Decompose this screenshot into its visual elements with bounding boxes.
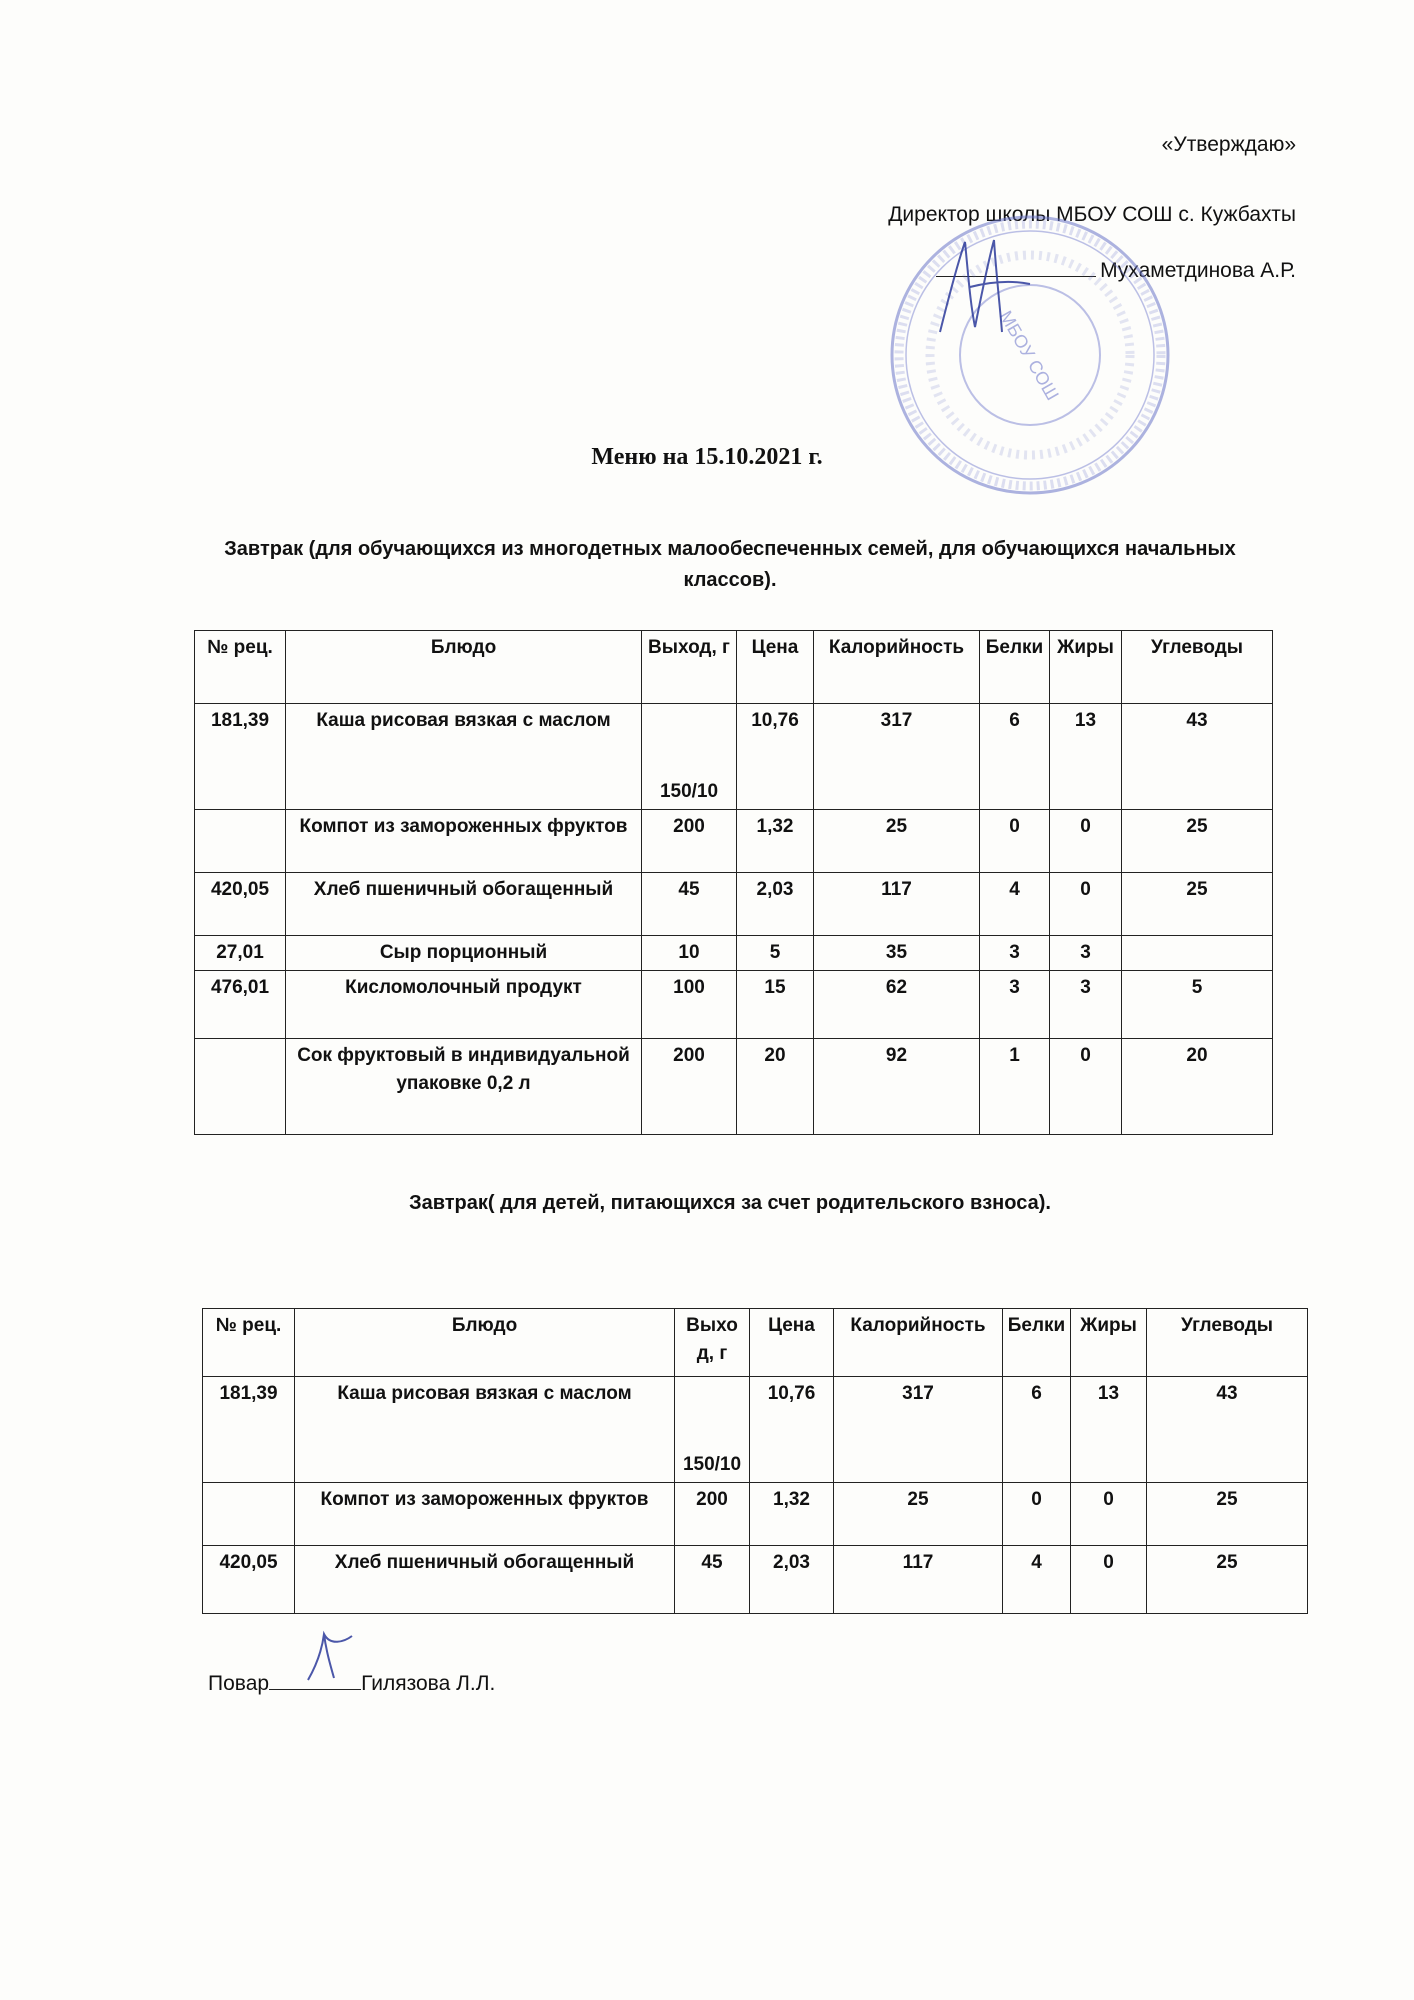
col-dish: Блюдо xyxy=(286,631,642,704)
cell-fat: 0 xyxy=(1050,810,1122,873)
cell-yield: 150/10 xyxy=(642,704,737,810)
cell-yield: 200 xyxy=(642,1039,737,1135)
cell-carbs: 25 xyxy=(1122,873,1273,936)
table-row xyxy=(203,1483,1308,1546)
table-row xyxy=(203,1546,1308,1614)
col-carbs: Углеводы xyxy=(1147,1309,1308,1377)
cell-carbs: 25 xyxy=(1147,1483,1308,1546)
table-header-row xyxy=(203,1309,1308,1377)
cell-dish: Компот из замороженных фруктов xyxy=(286,810,642,873)
cell-protein: 0 xyxy=(980,810,1050,873)
menu-table-2 xyxy=(202,1308,1308,1614)
approve-label: «Утверждаю» xyxy=(1161,133,1296,156)
cell-price: 10,76 xyxy=(737,704,814,810)
director-signature xyxy=(930,232,1040,342)
cell-calories: 117 xyxy=(834,1546,1003,1614)
table-header-row xyxy=(195,631,1273,704)
cell-calories: 317 xyxy=(814,704,980,810)
cook-signature-line xyxy=(208,1672,495,1696)
cell-carbs: 43 xyxy=(1147,1377,1308,1483)
section-2-heading: Завтрак( для детей, питающихся за счет родительского взноса). xyxy=(409,1192,1051,1214)
cell-calories: 25 xyxy=(834,1483,1003,1546)
cell-price: 15 xyxy=(737,971,814,1039)
cell-fat: 13 xyxy=(1071,1377,1147,1483)
cell-yield: 100 xyxy=(642,971,737,1039)
cell-dish: Каша рисовая вязкая с маслом xyxy=(295,1377,675,1483)
cell-recipe-no: 420,05 xyxy=(203,1546,295,1614)
cell-fat: 0 xyxy=(1071,1546,1147,1614)
cell-calories: 317 xyxy=(834,1377,1003,1483)
cell-protein: 0 xyxy=(1003,1483,1071,1546)
cell-dish: Каша рисовая вязкая с маслом xyxy=(286,704,642,810)
table-row xyxy=(195,936,1273,971)
cell-price: 20 xyxy=(737,1039,814,1135)
col-calories: Калорийность xyxy=(834,1309,1003,1377)
cook-signature-blank xyxy=(269,1689,361,1690)
table-row xyxy=(195,873,1273,936)
cell-carbs: 43 xyxy=(1122,704,1273,810)
cell-calories: 92 xyxy=(814,1039,980,1135)
menu-table-1 xyxy=(194,630,1273,1135)
cell-dish: Кисломолочный продукт xyxy=(286,971,642,1039)
table-row xyxy=(195,1039,1273,1135)
col-carbs: Углеводы xyxy=(1122,631,1273,704)
cell-fat: 0 xyxy=(1050,873,1122,936)
cell-yield: 45 xyxy=(642,873,737,936)
cook-name: Гилязова Л.Л. xyxy=(361,1672,496,1695)
cell-recipe-no: 27,01 xyxy=(195,936,286,971)
cell-price: 1,32 xyxy=(750,1483,834,1546)
cell-dish: Сок фруктовый в индивидуальной упаковке 0,2 л xyxy=(286,1039,642,1135)
cell-yield: 200 xyxy=(675,1483,750,1546)
col-protein: Белки xyxy=(980,631,1050,704)
col-recipe-no: № рец. xyxy=(195,631,286,704)
col-price: Цена xyxy=(750,1309,834,1377)
cell-yield: 150/10 xyxy=(675,1377,750,1483)
col-fat: Жиры xyxy=(1050,631,1122,704)
cell-price: 2,03 xyxy=(750,1546,834,1614)
cell-price: 10,76 xyxy=(750,1377,834,1483)
cell-yield: 10 xyxy=(642,936,737,971)
stamp-center-text: МБОУ СОШ xyxy=(995,307,1063,404)
cell-calories: 117 xyxy=(814,873,980,936)
cell-carbs: 5 xyxy=(1122,971,1273,1039)
col-fat: Жиры xyxy=(1071,1309,1147,1377)
col-yield: Выход, г xyxy=(675,1309,750,1377)
cell-recipe-no: 420,05 xyxy=(195,873,286,936)
cell-carbs: 20 xyxy=(1122,1039,1273,1135)
cook-label: Повар xyxy=(208,1672,270,1695)
cell-fat: 13 xyxy=(1050,704,1122,810)
director-name: Мухаметдинова А.Р. xyxy=(1100,259,1296,282)
cell-price: 1,32 xyxy=(737,810,814,873)
cell-recipe-no: 181,39 xyxy=(195,704,286,810)
cell-calories: 62 xyxy=(814,971,980,1039)
cell-protein: 6 xyxy=(1003,1377,1071,1483)
cell-fat: 3 xyxy=(1050,971,1122,1039)
table-row xyxy=(203,1377,1308,1483)
col-price: Цена xyxy=(737,631,814,704)
cell-carbs: 25 xyxy=(1122,810,1273,873)
cell-dish: Сыр порционный xyxy=(286,936,642,971)
table-row xyxy=(195,971,1273,1039)
cell-carbs xyxy=(1122,936,1273,971)
cell-protein: 3 xyxy=(980,971,1050,1039)
col-yield: Выход, г xyxy=(642,631,737,704)
cell-fat: 3 xyxy=(1050,936,1122,971)
cell-yield: 45 xyxy=(675,1546,750,1614)
col-protein: Белки xyxy=(1003,1309,1071,1377)
cell-dish: Хлеб пшеничный обогащенный xyxy=(286,873,642,936)
cell-dish: Хлеб пшеничный обогащенный xyxy=(295,1546,675,1614)
cell-recipe-no: 476,01 xyxy=(195,971,286,1039)
cell-carbs: 25 xyxy=(1147,1546,1308,1614)
cell-recipe-no xyxy=(203,1483,295,1546)
cell-price: 5 xyxy=(737,936,814,971)
cell-protein: 6 xyxy=(980,704,1050,810)
cell-price: 2,03 xyxy=(737,873,814,936)
table-row xyxy=(195,810,1273,873)
cell-calories: 35 xyxy=(814,936,980,971)
cell-protein: 3 xyxy=(980,936,1050,971)
cell-fat: 0 xyxy=(1071,1483,1147,1546)
cell-yield: 200 xyxy=(642,810,737,873)
cell-protein: 1 xyxy=(980,1039,1050,1135)
cell-dish: Компот из замороженных фруктов xyxy=(295,1483,675,1546)
cell-fat: 0 xyxy=(1050,1039,1122,1135)
cell-protein: 4 xyxy=(1003,1546,1071,1614)
cell-recipe-no xyxy=(195,810,286,873)
cell-recipe-no xyxy=(195,1039,286,1135)
director-title: Директор школы МБОУ СОШ с. Кужбахты xyxy=(888,203,1296,226)
col-dish: Блюдо xyxy=(295,1309,675,1377)
section-1-heading: Завтрак (для обучающихся из многодетных малообеспеченных семей, для обучающихся начальных классов). xyxy=(224,538,1236,591)
page-title: Меню на 15.10.2021 г. xyxy=(591,444,823,470)
col-recipe-no: № рец. xyxy=(203,1309,295,1377)
col-calories: Калорийность xyxy=(814,631,980,704)
table-row xyxy=(195,704,1273,810)
cell-calories: 25 xyxy=(814,810,980,873)
cell-recipe-no: 181,39 xyxy=(203,1377,295,1483)
cell-protein: 4 xyxy=(980,873,1050,936)
